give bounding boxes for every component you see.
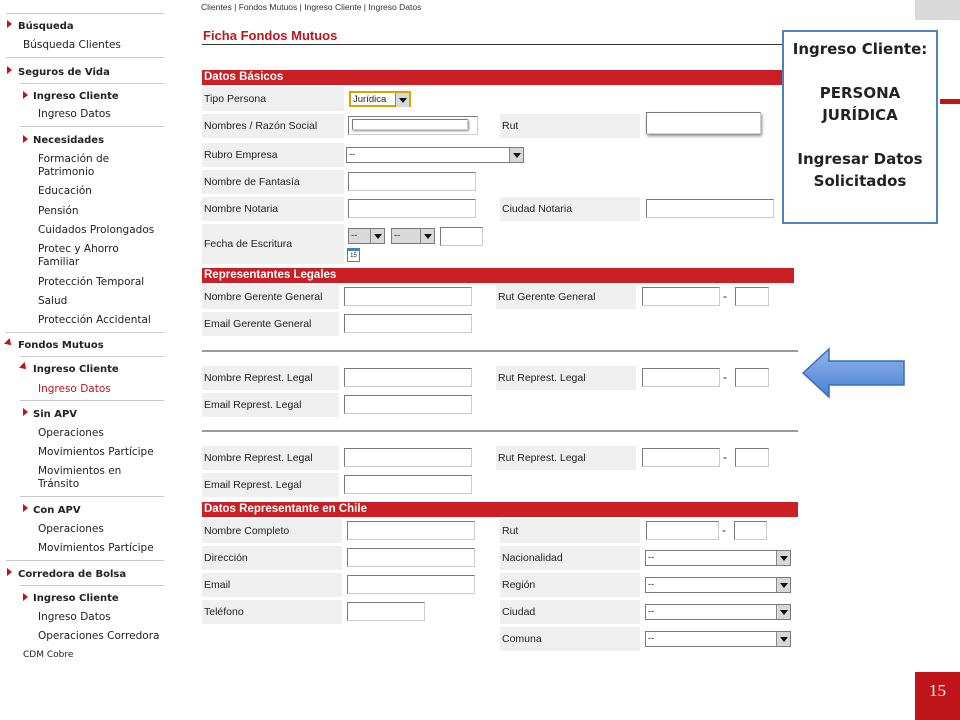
divider <box>20 400 164 401</box>
page-number: 15 <box>915 672 960 720</box>
sidebar-item-fondos[interactable]: Fondos Mutuos <box>18 340 104 351</box>
callout-box <box>782 30 938 224</box>
sidebar-item-con-apv[interactable]: Con APV <box>33 505 81 516</box>
label-comuna: Comuna <box>500 627 640 651</box>
telefono-input[interactable] <box>347 602 425 621</box>
sidebar-item-cb-ingreso-datos[interactable]: Ingreso Datos <box>38 611 111 623</box>
expand-arrow-icon <box>7 20 12 28</box>
label-region: Región <box>500 573 640 597</box>
sidebar-item-seguros[interactable]: Seguros de Vida <box>18 67 110 78</box>
sidebar-item-cuidados[interactable]: Cuidados Prolongados <box>38 224 155 236</box>
label-notaria: Nombre Notaria <box>202 197 344 221</box>
chevron-down-icon <box>776 605 790 619</box>
ciudad-value: -- <box>648 606 655 617</box>
calendar-icon[interactable]: 15 <box>347 250 360 262</box>
chevron-down-icon <box>420 229 434 243</box>
sidebar-item-sin-movimientos[interactable]: Movimientos Partícipe <box>38 446 154 458</box>
rut-chile-dv-input[interactable] <box>734 521 767 540</box>
label-ciudad: Ciudad <box>500 600 640 624</box>
title-underline <box>202 44 802 45</box>
label-email-gerente: Email Gerente General <box>202 312 339 336</box>
email-repr-2-input[interactable] <box>344 475 472 494</box>
sidebar-item-cut[interactable]: CDM Cobre <box>23 650 74 660</box>
comuna-select[interactable] <box>645 631 791 647</box>
sidebar-item-proteccion-temporal[interactable]: Protección Temporal <box>38 276 145 288</box>
collapse-arrow-icon <box>4 338 14 348</box>
breadcrumb-item[interactable]: Clientes <box>201 2 232 12</box>
sidebar-item-formacion-cont[interactable]: Patrimonio <box>38 166 95 178</box>
anio-input[interactable] <box>440 227 483 246</box>
sidebar-item-formacion[interactable]: Formación de <box>38 153 110 165</box>
ciudad-notaria-input[interactable] <box>646 199 774 218</box>
expand-arrow-icon <box>23 135 28 143</box>
breadcrumb-separator: | <box>234 2 237 12</box>
tipo-persona-value: Jurídica <box>353 94 387 105</box>
gerente-input[interactable] <box>344 287 472 306</box>
label-rut-repr-2: Rut Represt. Legal <box>496 446 636 470</box>
divider <box>202 350 798 352</box>
email-input[interactable] <box>347 575 475 594</box>
sidebar-nav <box>0 0 168 660</box>
page-title: Ficha Fondos Mutuos <box>203 28 338 43</box>
fantasia-input[interactable] <box>348 172 476 191</box>
breadcrumb-item[interactable]: Ingreso Cliente <box>304 2 362 12</box>
sidebar-item-sin-transito[interactable]: Movimientos en <box>38 465 122 477</box>
chevron-down-icon <box>776 578 790 592</box>
notaria-input[interactable] <box>348 199 476 218</box>
mes-value: -- <box>394 230 401 241</box>
callout-line: JURÍDICA <box>822 106 898 124</box>
mes-select[interactable] <box>391 228 435 244</box>
divider <box>20 83 164 84</box>
repr-1-input[interactable] <box>344 368 472 387</box>
dia-value: -- <box>351 230 358 241</box>
collapse-arrow-icon <box>19 362 29 372</box>
sidebar-item-protec-ahorro-cont[interactable]: Familiar <box>38 256 80 268</box>
divider <box>202 430 798 432</box>
rut-chile-input[interactable] <box>646 521 719 540</box>
chevron-down-icon <box>509 148 523 162</box>
dia-select[interactable] <box>348 228 385 244</box>
section-representantes: Representantes Legales <box>202 268 794 283</box>
label-gerente: Nombre Gerente General <box>202 285 339 309</box>
label-rut-chile: Rut <box>500 519 640 543</box>
nombres-autocomplete-overlay <box>352 119 468 130</box>
rut-gerente-dv-input[interactable] <box>735 287 769 306</box>
label-direccion: Dirección <box>202 546 342 570</box>
divider <box>6 332 164 333</box>
sidebar-item-cb-operaciones[interactable]: Operaciones Corredora <box>38 630 160 642</box>
chevron-down-icon <box>395 93 409 107</box>
section-representante-chile: Datos Representante en Chile <box>202 502 798 517</box>
callout-line: Solicitados <box>813 172 907 190</box>
repr-2-input[interactable] <box>344 448 472 467</box>
sidebar-item-corredora[interactable]: Corredora de Bolsa <box>18 569 127 580</box>
expand-arrow-icon <box>23 504 28 512</box>
sidebar-item-necesidades[interactable]: Necesidades <box>33 135 105 146</box>
nacionalidad-select[interactable] <box>645 550 791 566</box>
sidebar-item-busqueda-clientes[interactable]: Búsqueda Clientes <box>23 39 121 51</box>
divider <box>20 585 164 586</box>
breadcrumb-separator: | <box>299 2 302 12</box>
callout-line: Ingresar Datos <box>797 150 923 168</box>
tipo-persona-select[interactable] <box>349 91 411 107</box>
sidebar-item-fm-ingreso-cliente[interactable]: Ingreso Cliente <box>33 364 119 375</box>
sidebar-item-busqueda[interactable]: Búsqueda <box>18 21 74 32</box>
sidebar-item-cb-ingreso-cliente[interactable]: Ingreso Cliente <box>33 593 119 604</box>
label-repr-2: Nombre Represt. Legal <box>202 446 339 470</box>
sidebar-item-educacion[interactable]: Educación <box>38 185 92 197</box>
expand-arrow-icon <box>7 66 12 74</box>
email-repr-1-input[interactable] <box>344 395 472 414</box>
expand-arrow-icon <box>23 91 28 99</box>
expand-arrow-icon <box>7 568 12 576</box>
label-telefono: Teléfono <box>202 600 342 624</box>
callout-line: Ingreso Cliente: <box>792 40 928 58</box>
rut-repr-1-input[interactable] <box>642 368 720 387</box>
rut-dash: - <box>723 370 727 384</box>
label-rut: Rut <box>500 114 640 138</box>
label-repr-1: Nombre Represt. Legal <box>202 366 339 390</box>
rut-dash: - <box>723 450 727 464</box>
label-ciudad-notaria: Ciudad Notaria <box>500 197 640 221</box>
sidebar-item-fm-ingreso-datos[interactable]: Ingreso Datos <box>38 383 111 395</box>
divider <box>6 13 164 14</box>
breadcrumb-item[interactable]: Fondos Mutuos <box>238 2 298 12</box>
label-tipo-persona: Tipo Persona <box>202 87 344 111</box>
sidebar-item-sin-operaciones[interactable]: Operaciones <box>38 427 104 439</box>
sidebar-item-con-operaciones[interactable]: Operaciones <box>38 523 104 535</box>
left-arrow-icon <box>800 346 910 402</box>
sidebar-item-sin-apv[interactable]: Sin APV <box>33 409 78 420</box>
rubro-value: -- <box>349 149 356 160</box>
divider <box>20 356 164 357</box>
rut-gerente-input[interactable] <box>642 287 720 306</box>
breadcrumb-separator: | <box>363 2 367 12</box>
callout-line: PERSONA <box>819 84 901 102</box>
direccion-input[interactable] <box>347 548 475 567</box>
sidebar-item-protec-ahorro[interactable]: Protec y Ahorro <box>38 243 119 255</box>
divider <box>6 57 164 58</box>
sidebar-item-pension[interactable]: Pensión <box>38 205 79 217</box>
sidebar-item-seg-ingreso-datos[interactable]: Ingreso Datos <box>38 108 111 120</box>
region-select[interactable] <box>645 577 791 593</box>
region-value: -- <box>648 579 655 590</box>
expand-arrow-icon <box>23 593 28 601</box>
label-escritura: Fecha de Escritura <box>202 224 344 264</box>
email-gerente-input[interactable] <box>344 314 472 333</box>
accent-bar <box>940 99 960 104</box>
rut-repr-1-dv-input[interactable] <box>735 368 769 387</box>
sidebar-item-sin-transito-cont[interactable]: Tránsito <box>38 478 80 490</box>
label-nombre-completo: Nombre Completo <box>202 519 342 543</box>
chevron-down-icon <box>776 551 790 565</box>
breadcrumb-item[interactable]: Ingreso Datos <box>368 2 422 12</box>
rut-repr-2-dv-input[interactable] <box>735 448 769 467</box>
breadcrumb <box>201 2 421 12</box>
label-fantasia: Nombre de Fantasía <box>202 170 344 194</box>
rut-repr-2-input[interactable] <box>642 448 720 467</box>
sidebar-item-con-movimientos[interactable]: Movimientos Partícipe <box>38 542 154 554</box>
label-nacionalidad: Nacionalidad <box>500 546 640 570</box>
chevron-down-icon <box>776 632 790 646</box>
label-rut-gerente: Rut Gerente General <box>496 285 636 309</box>
label-rubro: Rubro Empresa <box>202 143 344 167</box>
label-nombres: Nombres / Razón Social <box>202 114 344 138</box>
divider <box>20 496 164 497</box>
ciudad-select[interactable] <box>645 604 791 620</box>
divider <box>20 126 164 127</box>
label-email-repr-2: Email Represt. Legal <box>202 473 339 497</box>
label-email: Email <box>202 573 342 597</box>
sidebar-item-seg-ingreso-cliente[interactable]: Ingreso Cliente <box>33 91 119 102</box>
nombre-completo-input[interactable] <box>347 521 475 540</box>
nacionalidad-value: -- <box>648 552 655 563</box>
sidebar-item-salud[interactable]: Salud <box>38 295 68 307</box>
chevron-down-icon <box>370 229 384 243</box>
sidebar-item-proteccion-accidental[interactable]: Protección Accidental <box>38 314 151 326</box>
label-email-repr-1: Email Represt. Legal <box>202 393 339 417</box>
expand-arrow-icon <box>23 408 28 416</box>
rut-input[interactable] <box>646 112 761 134</box>
label-rut-repr-1: Rut Represt. Legal <box>496 366 636 390</box>
rut-dash: - <box>722 523 726 537</box>
divider <box>6 560 164 561</box>
rubro-select[interactable] <box>346 147 524 163</box>
rut-dash: - <box>723 289 727 303</box>
section-datos-basicos: Datos Básicos <box>202 70 794 85</box>
comuna-value: -- <box>648 633 655 644</box>
corner-decoration <box>915 0 960 20</box>
